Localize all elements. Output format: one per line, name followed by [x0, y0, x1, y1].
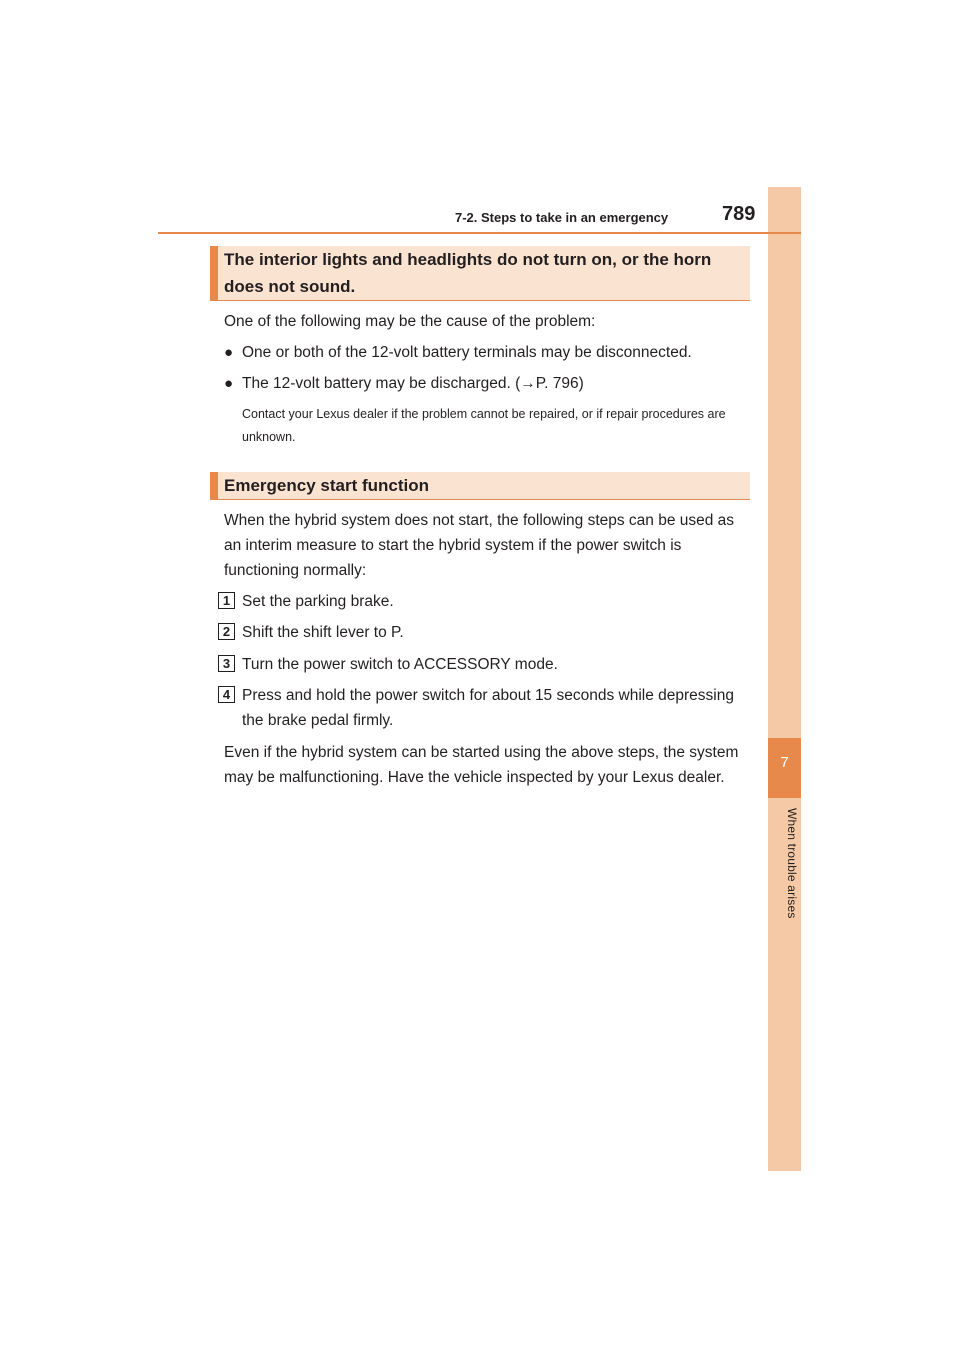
step-number-box: 1: [218, 592, 235, 609]
chapter-title: When trouble arises: [785, 808, 799, 919]
section-heading-lights: The interior lights and headlights do not turn on, or the horn does not sound.: [210, 246, 750, 301]
step-text: Shift the shift lever to P.: [242, 624, 404, 641]
bullet-text: The 12-volt battery may be discharged. (→P. 796): [242, 375, 584, 392]
step-number-box: 2: [218, 623, 235, 640]
section-heading-emergency-start: Emergency start function: [210, 472, 750, 500]
step-text: Turn the power switch to ACCESSORY mode.: [242, 656, 558, 673]
chapter-number: 7: [780, 754, 789, 771]
bullet-text: One or both of the 12-volt battery terminals may be disconnected.: [242, 344, 692, 361]
step-number-box: 3: [218, 655, 235, 672]
step-number-box: 4: [218, 686, 235, 703]
page-number: 789: [722, 203, 756, 225]
bullet-item: [224, 371, 754, 396]
bullet-icon: ●: [224, 344, 234, 361]
chapter-side-tab: [768, 187, 801, 1171]
section1-intro: One of the following may be the cause of the problem:: [224, 313, 596, 330]
section1-note: Contact your Lexus dealer if the problem cannot be repaired, or if repair procedures are unknown.: [242, 407, 726, 444]
bullet-icon: ●: [224, 375, 234, 392]
header-section-title: 7-2. Steps to take in an emergency: [455, 210, 669, 225]
step-text: Set the parking brake.: [242, 593, 394, 610]
bullet-item: [224, 340, 754, 365]
section2-intro: When the hybrid system does not start, the following steps can be used as an interim measure to start the hybrid system if the power switch is functioning normally:: [224, 512, 735, 579]
step-text: Press and hold the power switch for about 15 seconds while depressing the brake pedal firmly.: [242, 687, 734, 729]
header-divider: [158, 232, 801, 234]
section2-outro: Even if the hybrid system can be started using the above steps, the system may be malfunctioning. Have the vehicle inspected by your Lexus dealer.: [224, 744, 739, 786]
